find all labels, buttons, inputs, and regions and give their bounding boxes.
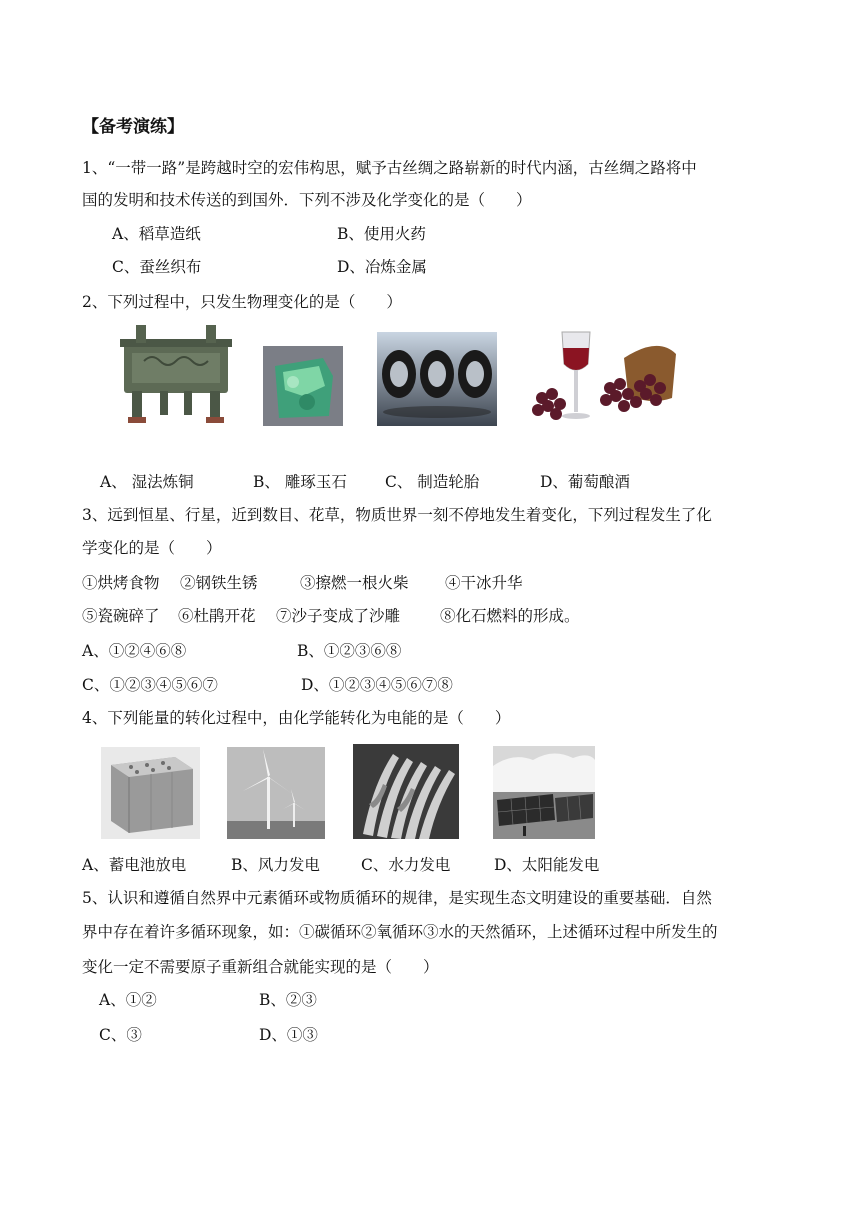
q3-option-b: B、①②③⑥⑧ bbox=[297, 642, 402, 660]
q2-option-b: B、 雕琢玉石 bbox=[253, 473, 347, 491]
wine-grapes-image bbox=[528, 328, 678, 426]
q3-item-4: ④干冰升华 bbox=[445, 574, 523, 592]
q4-option-d: D、太阳能发电 bbox=[494, 856, 600, 874]
q1-option-b: B、使用火药 bbox=[337, 225, 426, 243]
question-5-line-2: 界中存在着许多循环现象，如：①碳循环②氧循环③水的天然循环，上述循环过程中所发生的 bbox=[82, 923, 718, 941]
question-5-line-1: 5、认识和遵循自然界中元素循环或物质循环的规律，是实现生态文明建设的重要基础．自然 bbox=[82, 889, 712, 907]
q3-option-c: C、①②③④⑤⑥⑦ bbox=[82, 676, 218, 694]
question-2-line-1: 2、下列过程中，只发生物理变化的是（ ） bbox=[82, 293, 402, 311]
q1-option-d: D、冶炼金属 bbox=[337, 258, 427, 276]
q5-option-a: A、①② bbox=[99, 991, 157, 1009]
question-3-line-2: 学变化的是（ ） bbox=[82, 539, 222, 557]
question-3-line-1: 3、远到恒星、行星，近到数目、花草，物质世界一刻不停地发生着变化，下列过程发生了化 bbox=[82, 506, 712, 524]
q4-option-a: A、蓄电池放电 bbox=[82, 856, 187, 874]
question-5-line-3: 变化一定不需要原子重新组合就能实现的是（ ） bbox=[82, 958, 439, 976]
battery-image bbox=[101, 747, 200, 839]
question-1-line-1: 1、“一带一路”是跨越时空的宏伟构思，赋予古丝绸之路崭新的时代内涵，古丝绸之路将中 bbox=[82, 159, 697, 177]
q2-option-d: D、葡萄酿酒 bbox=[540, 473, 630, 491]
q5-option-d: D、①③ bbox=[259, 1026, 318, 1044]
q3-option-d: D、①②③④⑤⑥⑦⑧ bbox=[301, 676, 453, 694]
q4-option-c: C、水力发电 bbox=[361, 856, 451, 874]
q3-item-2: ②钢铁生锈 bbox=[180, 574, 258, 592]
q3-item-7: ⑦沙子变成了沙雕 bbox=[276, 607, 401, 625]
q3-item-6: ⑥杜鹃开花 bbox=[178, 607, 256, 625]
q2-option-c: C、 制造轮胎 bbox=[385, 473, 480, 491]
section-title: 【备考演练】 bbox=[82, 117, 184, 137]
bronze-ding-image bbox=[114, 325, 238, 425]
q3-item-1: ①烘烤食物 bbox=[82, 574, 160, 592]
water-turbine-image bbox=[353, 744, 459, 839]
jade-stone-image bbox=[263, 346, 343, 426]
q3-item-5: ⑤瓷碗碎了 bbox=[82, 607, 160, 625]
question-4-line-1: 4、下列能量的转化过程中，由化学能转化为电能的是（ ） bbox=[82, 709, 511, 727]
question-1-line-2: 国的发明和技术传送的到国外．下列不涉及化学变化的是（ ） bbox=[82, 191, 532, 209]
wind-turbine-image bbox=[227, 747, 325, 839]
q4-option-b: B、风力发电 bbox=[231, 856, 320, 874]
q5-option-c: C、③ bbox=[99, 1026, 142, 1044]
q2-option-a: A、 湿法炼铜 bbox=[100, 473, 194, 491]
q3-option-a: A、①②④⑥⑧ bbox=[82, 642, 187, 660]
q1-option-c: C、蚕丝织布 bbox=[112, 258, 202, 276]
solar-panel-image bbox=[493, 746, 595, 839]
q3-item-8: ⑧化石燃料的形成。 bbox=[440, 607, 580, 625]
q1-option-a: A、稻草造纸 bbox=[112, 225, 201, 243]
tires-image bbox=[377, 332, 497, 426]
q5-option-b: B、②③ bbox=[259, 991, 317, 1009]
q3-item-3: ③擦燃一根火柴 bbox=[300, 574, 409, 592]
